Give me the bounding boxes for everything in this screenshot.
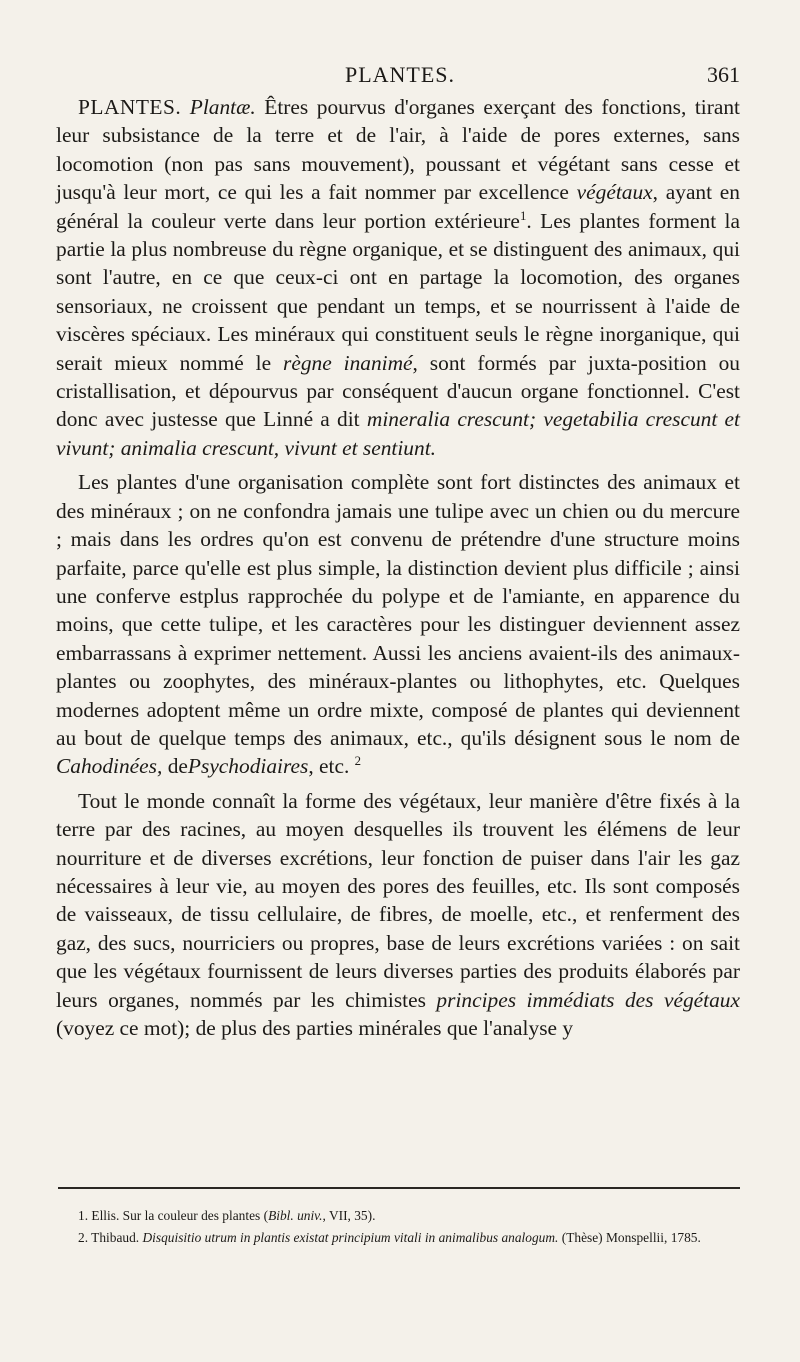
text-run: Ellis. Sur la couleur des plantes (	[91, 1208, 269, 1223]
footnote-marker: 2.	[78, 1230, 89, 1245]
text-run: , sont formés par juxta-position ou cristallisation, et dépourvus par conséquent d'aucun organe fonctionnel. C'est donc avec justesse que Linné a dit	[56, 350, 740, 432]
emphasis: Cahodinées,	[56, 754, 163, 779]
text-run: , VII, 35).	[322, 1208, 376, 1223]
emphasis: Psychodiaires	[187, 754, 309, 779]
emphasis: principes immédiats des végétaux	[436, 987, 740, 1012]
footnote-divider	[58, 1187, 740, 1189]
text-run: de	[167, 754, 188, 779]
text-run: , etc.	[308, 754, 350, 779]
text-run: (voyez ce mot); de plus des parties minérales que l'analyse y	[56, 1016, 574, 1040]
page-number: 361	[707, 62, 740, 87]
emphasis: règne inanimé	[283, 350, 413, 375]
paragraph-distinctions	[56, 468, 740, 780]
text-run: Tout le monde connaît la forme des végétaux, leur manière d'être fixés à la terre par des racines, au moyen desquelles ils trouvent les élémens de leur nourriture et de diverses excrétions, leur fonction de puiser dans l'air les gaz nécessaires à leur vie, au moyen des pores des feuilles, etc. Ils sont composés de vaisseaux, de tissu cellulaire, de fibres, de moelle, etc., et renferment des gaz, des sucs, nourriciers ou propres, base de leurs excrétions variées : on sait que les végétaux fournissent de leurs diverses parties des produits élaborés par leurs organes, nommés par les chimistes	[56, 788, 740, 1012]
footnote-1	[60, 1206, 740, 1225]
footnote-ref-2: 2	[354, 754, 362, 769]
text-run: . Les plantes forment la partie la plus nombreuse du règne organique, et se distinguent des animaux, qui sont l'autre, en ce que ceux-ci ont en partage la locomotion, des organes sensoriaux, ne croissent que pendant un temps, et se nourrissent à l'aide de viscères spéciaux. Les minéraux qui constituent seuls le règne inorganique, qui serait mieux nommé le	[56, 208, 740, 375]
footnote-ref-1: 1	[519, 208, 527, 223]
main-text	[56, 93, 740, 1048]
paragraph-plantes-definition	[56, 93, 740, 462]
emphasis: végétaux	[576, 180, 653, 205]
emphasis: Bibl. univ.	[268, 1208, 323, 1223]
linne-quote: mineralia crescunt; vegetabilia crescunt et vivunt; animalia crescunt, vivunt et sentiunt.	[56, 407, 740, 460]
text-run: (Thèse) Monspellii, 1785.	[561, 1230, 701, 1245]
text-run: Êtres pourvus d'organes exerçant des fonctions, tirant leur subsistance de la terre et de l'air, à l'aide de pores externes, sans locomotion (non pas sans mouvement), poussant et végétant sans cesse et jusqu'à leur mort, ce qui les a fait nommer par excellence	[56, 95, 740, 205]
text-run: Les plantes d'une organisation complète sont fort distinctes des animaux et des minéraux ; on ne confondra jamais une tulipe avec un chien ou du mercure ; mais dans les ordres qu'on est convenu de prétendre d'une structure moins parfaite, parce qu'elle est plus simple, la distinction devient plus difficile ; ainsi une conferve estplus rapprochée du polype et de l'amiante, en apparence du moins, que cette tulipe, et les caractères pour les distinguer deviennent assez embarrassans à exprimer nettement. Aussi les anciens avaient-ils des animaux-plantes ou zoophytes, des minéraux-plantes ou lithophytes, etc. Quelques modernes adoptent même un ordre mixte, composé de plantes qui deviennent au bout de quelque temps des animaux, etc., qu'ils désignent sous le nom de	[56, 470, 740, 750]
page-header	[60, 62, 740, 92]
entry-headword: PLANTES.	[78, 95, 182, 119]
footnotes	[60, 1206, 740, 1250]
text-run: , ayant en général la couleur verte dans leur portion extérieure	[56, 180, 740, 233]
footnote-marker: 1.	[78, 1208, 89, 1223]
paragraph-forme-vegetaux	[56, 787, 740, 1043]
text-run: Thibaud.	[91, 1230, 140, 1245]
emphasis: Disquisitio utrum in plantis existat principium vitali in animalibus analogum.	[142, 1230, 559, 1245]
latin-name: Plantæ.	[189, 95, 256, 119]
footnote-2	[60, 1228, 740, 1247]
running-title: PLANTES.	[344, 62, 456, 87]
